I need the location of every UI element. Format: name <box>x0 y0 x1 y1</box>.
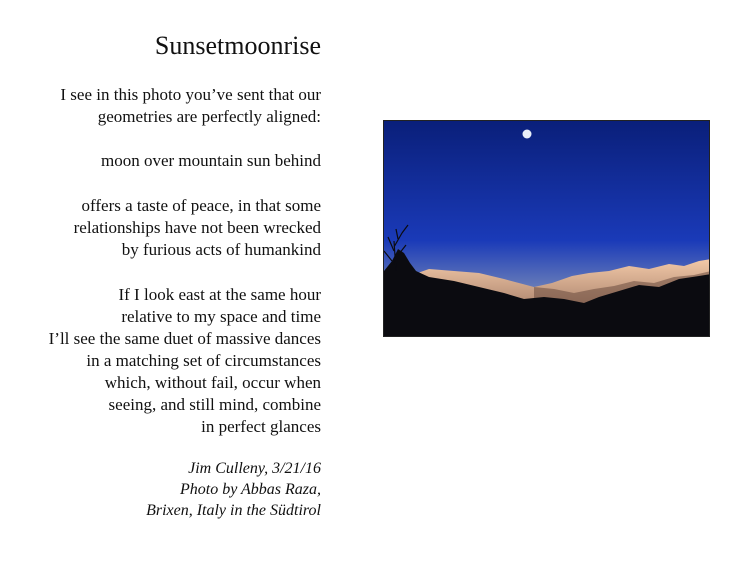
poem-line: by furious acts of humankind <box>121 240 321 259</box>
stanza-3 <box>74 195 321 261</box>
stanza-4 <box>49 284 321 438</box>
poem-line: I see in this photo you’ve sent that our <box>60 85 321 104</box>
poem-line: If I look east at the same hour <box>118 285 321 304</box>
poem-line: in a matching set of circumstances <box>86 351 321 370</box>
credits <box>146 458 321 521</box>
photo-scene <box>384 121 710 337</box>
credit-author: Jim Culleny, 3/21/16 <box>188 460 321 477</box>
poem-line: in perfect glances <box>201 417 321 436</box>
poem-title: Sunsetmoonrise <box>154 31 321 60</box>
stanza-2 <box>101 150 321 172</box>
moon-icon <box>523 130 532 139</box>
poem-line: offers a taste of peace, in that some <box>81 196 321 215</box>
moonrise-photo <box>383 120 710 337</box>
credit-location: Brixen, Italy in the Südtirol <box>146 502 321 519</box>
poem-line: I’ll see the same duet of massive dances <box>48 329 321 348</box>
poem-line: moon over mountain sun behind <box>100 151 321 170</box>
poem-line: relative to my space and time <box>121 307 321 326</box>
poem-line: geometries are perfectly aligned: <box>97 107 321 126</box>
stanza-1 <box>60 84 321 128</box>
credit-photographer: Photo by Abbas Raza, <box>179 481 321 498</box>
poem-line: seeing, and still mind, combine <box>108 395 321 414</box>
poem-line: relationships have not been wrecked <box>73 218 321 237</box>
poem-line: which, without fail, occur when <box>104 373 321 392</box>
